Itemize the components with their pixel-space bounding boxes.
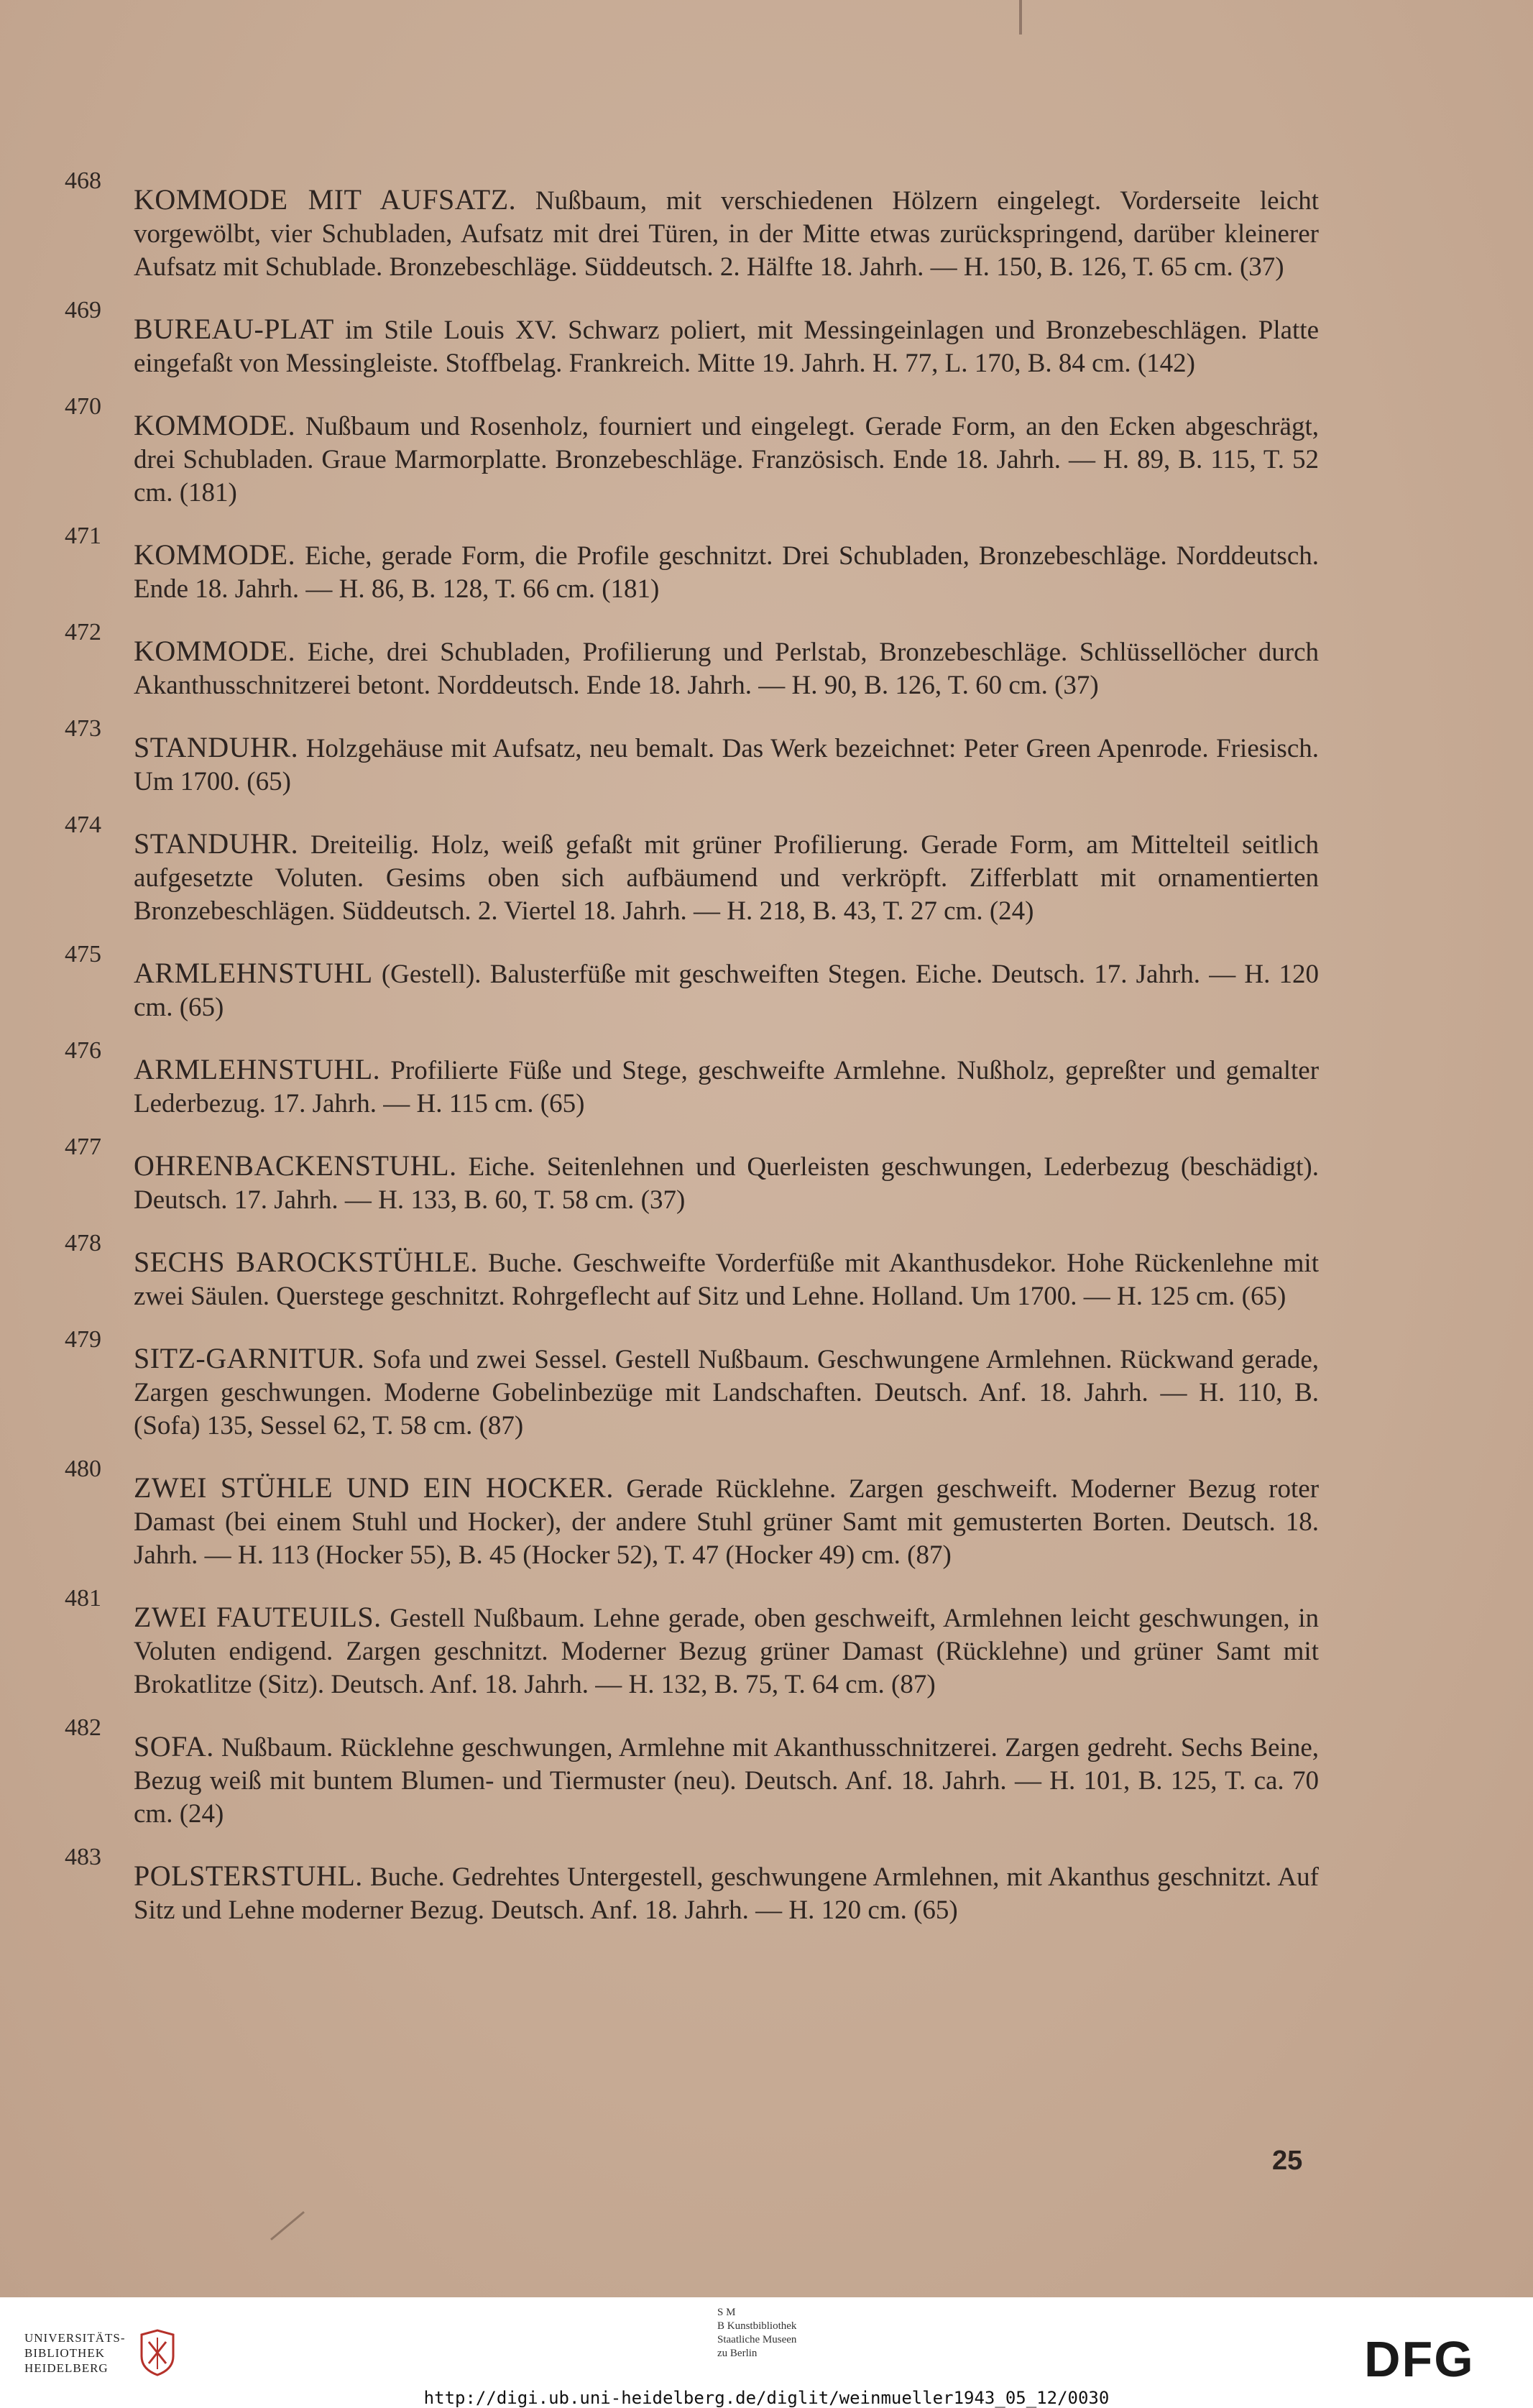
catalog-entry <box>65 393 1319 510</box>
catalog-entry <box>65 1844 1320 1927</box>
catalog-entry <box>65 1037 1320 1121</box>
entry-number: 482 <box>65 1714 101 1741</box>
entry-description: Nußbaum. Rücklehne geschwungen, Armlehne mit Akanthusschnitzerei. Zargen gedreht. Sechs Beine, Bezug weiß mit buntem Blumen- und Tiermuster (neu). Deutsch. Anf. 18. Jahrh. — H. 101, B. 125, T. ca. 70 cm. (24) <box>134 1733 1319 1829</box>
entry-number: 478 <box>65 1230 101 1256</box>
catalog-entry <box>65 1585 1320 1701</box>
dfg-logo[interactable]: DFG <box>1364 2331 1475 2387</box>
entry-number: 479 <box>65 1326 101 1353</box>
catalog-entry <box>65 715 1320 799</box>
entry-title: POLSTERSTUHL. <box>134 1860 363 1892</box>
catalog-entry <box>65 1456 1320 1572</box>
viewer-footer <box>0 2297 1533 2408</box>
catalog-entry <box>65 297 1320 380</box>
entry-title: ARMLEHNSTUHL. <box>134 1053 381 1085</box>
entry-number: 481 <box>65 1585 101 1612</box>
entry-title: BUREAU-PLAT <box>134 313 334 345</box>
entry-title: STANDUHR. <box>134 731 299 763</box>
catalog-entry <box>65 941 1319 1024</box>
catalog-entry <box>65 1714 1319 1831</box>
entry-title: SECHS BAROCKSTÜHLE. <box>134 1246 478 1278</box>
catalog-entries <box>65 167 1320 1956</box>
page-number: 25 <box>1272 2146 1303 2176</box>
entry-description: Gestell Nußbaum. Lehne gerade, oben geschweift, Armlehnen leicht geschwungen, in Voluten endigend. Zargen geschnitzt. Moderner Bezug grüner Damast (Rücklehne) und grüner Samt mit Brokatlitze (Sitz). Deutsch. Anf. 18. Jahrh. — H. 132, B. 75, T. 64 cm. (87) <box>134 1604 1320 1699</box>
entry-number: 477 <box>65 1134 101 1160</box>
entry-number: 471 <box>65 523 101 549</box>
entry-description: Eiche, drei Schubladen, Profilierung und Perlstab, Bronzebeschläge. Schlüssellöcher durch Akanthusschnitzerei betont. Norddeutsch. Ende 18. Jahrh. — H. 90, B. 126, T. 60 cm. (37) <box>134 638 1320 700</box>
entry-description: Gerade Rücklehne. Zargen geschweift. Moderner Bezug roter Damast (bei einem Stuhl und Hocker), der andere Stuhl grüner Samt mit gemusterten Borten. Deutsch. 18. Jahrh. — H. 113 (Hocker 55), B. 45 (Hocker 52), T. 47 (Hocker 49) cm. (87) <box>134 1474 1320 1570</box>
catalog-entry <box>65 523 1319 606</box>
university-library-name: UNIVERSITÄTS- BIBLIOTHEK HEIDELBERG <box>24 2330 126 2375</box>
entry-description: Dreiteilig. Holz, weiß gefaßt mit grüner Profilierung. Gerade Form, am Mittelteil seitlich aufgesetzte Voluten. Gesims oben sich aufbäumend und verkröpft. Zifferblatt mit ornamentierten Bronzebeschlägen. Süddeutsch. 2. Viertel 18. Jahrh. — H. 218, B. 43, T. 27 cm. (24) <box>134 830 1319 926</box>
entry-title: ZWEI FAUTEUILS. <box>134 1601 382 1633</box>
entry-number: 468 <box>65 167 101 194</box>
entry-title: ZWEI STÜHLE UND EIN HOCKER. <box>134 1471 614 1504</box>
entry-description: Nußbaum und Rosenholz, fourniert und eingelegt. Gerade Form, an den Ecken abgeschrägt, drei Schubladen. Graue Marmorplatte. Bronzebeschläge. Französisch. Ende 18. Jahrh. — H. 89, B. 115, T. 52 cm. (181) <box>134 412 1319 507</box>
entry-title: OHRENBACKENSTUHL. <box>134 1149 457 1182</box>
entry-title: SOFA. <box>134 1730 214 1763</box>
catalog-entry <box>65 167 1320 284</box>
entry-title: ARMLEHNSTUHL <box>134 957 373 989</box>
entry-number: 480 <box>65 1456 101 1482</box>
catalog-entry <box>65 1230 1319 1313</box>
entry-number: 473 <box>65 715 101 742</box>
entry-title: SITZ-GARNITUR. <box>134 1342 365 1374</box>
catalog-entry <box>65 1326 1319 1443</box>
entry-description: Holzgehäuse mit Aufsatz, neu bemalt. Das Werk bezeichnet: Peter Green Apenrode. Friesisch. Um 1700. (65) <box>134 734 1320 796</box>
entry-number: 469 <box>65 297 101 323</box>
entry-title: KOMMODE. <box>134 538 296 571</box>
library-stamp: S M B Kunstbibliothek Staatliche Museen zu Berlin <box>717 2307 797 2359</box>
entry-description: Profilierte Füße und Stege, geschweifte Armlehne. Nußholz, gepreßter und gemalter Lederbezug. 17. Jahrh. — H. 115 cm. (65) <box>134 1056 1320 1118</box>
entry-number: 475 <box>65 941 101 968</box>
entry-title: STANDUHR. <box>134 827 299 860</box>
entry-number: 470 <box>65 393 101 420</box>
university-seal-icon <box>136 2327 179 2378</box>
entry-number: 474 <box>65 812 101 838</box>
entry-number: 483 <box>65 1844 101 1870</box>
entry-title: KOMMODE. <box>134 409 296 441</box>
entry-description: Buche. Geschweifte Vorderfüße mit Akanthusdekor. Hohe Rückenlehne mit zwei Säulen. Querstege geschnitzt. Rohrgeflecht auf Sitz und Lehne. Holland. Um 1700. — H. 125 cm. (65) <box>134 1249 1319 1311</box>
entry-description: im Stile Louis XV. Schwarz poliert, mit Messingeinlagen und Bronzebeschlägen. Platte eingefaßt von Messingleiste. Stoffbelag. Frankreich. Mitte 19. Jahrh. H. 77, L. 170, B. 84 cm. (142) <box>134 316 1320 378</box>
page-smudge-mark <box>1019 0 1022 35</box>
entry-title: KOMMODE. <box>134 635 296 667</box>
university-library-logo[interactable] <box>24 2327 179 2378</box>
entry-title: KOMMODE MIT AUFSATZ. <box>134 183 517 216</box>
entry-description: Nußbaum, mit verschiedenen Hölzern eingelegt. Vorderseite leicht vorgewölbt, vier Schubladen, Aufsatz mit drei Türen, in der Mitte etwas zurückspringend, darüber kleinerer Aufsatz mit Schublade. Bronzebeschläge. Süddeutsch. 2. Hälfte 18. Jahrh. — H. 150, B. 126, T. 65 cm. (37) <box>134 186 1320 282</box>
entry-description: Eiche, gerade Form, die Profile geschnitzt. Drei Schubladen, Bronzebeschläge. Norddeutsch. Ende 18. Jahrh. — H. 86, B. 128, T. 66 cm. (181) <box>134 541 1319 604</box>
page-url[interactable]: http://digi.ub.uni-heidelberg.de/diglit/weinmueller1943_05_12/0030 <box>423 2388 1110 2408</box>
catalog-entry <box>65 619 1320 702</box>
entry-description: Eiche. Seitenlehnen und Querleisten geschwungen, Lederbezug (beschädigt). Deutsch. 17. Jahrh. — H. 133, B. 60, T. 58 cm. (37) <box>134 1152 1320 1215</box>
entry-description: Buche. Gedrehtes Untergestell, geschwungene Armlehnen, mit Akanthus geschnitzt. Auf Sitz und Lehne moderner Bezug. Deutsch. Anf. 18. Jahrh. — H. 120 cm. (65) <box>134 1862 1320 1925</box>
entry-description: Sofa und zwei Sessel. Gestell Nußbaum. Geschwungene Armlehnen. Rückwand gerade, Zargen geschwungen. Moderne Gobelinbezüge mit Landschaften. Deutsch. Anf. 18. Jahrh. — H. 110, B. (Sofa) 135, Sessel 62, T. 58 cm. (87) <box>134 1345 1319 1440</box>
pencil-mark <box>270 2211 305 2241</box>
catalog-entry <box>65 812 1319 928</box>
entry-description: (Gestell). Balusterfüße mit geschweiften Stegen. Eiche. Deutsch. 17. Jahrh. — H. 120 cm. (65) <box>134 960 1319 1022</box>
entry-number: 476 <box>65 1037 101 1064</box>
catalog-entry <box>65 1134 1320 1217</box>
entry-number: 472 <box>65 619 101 645</box>
